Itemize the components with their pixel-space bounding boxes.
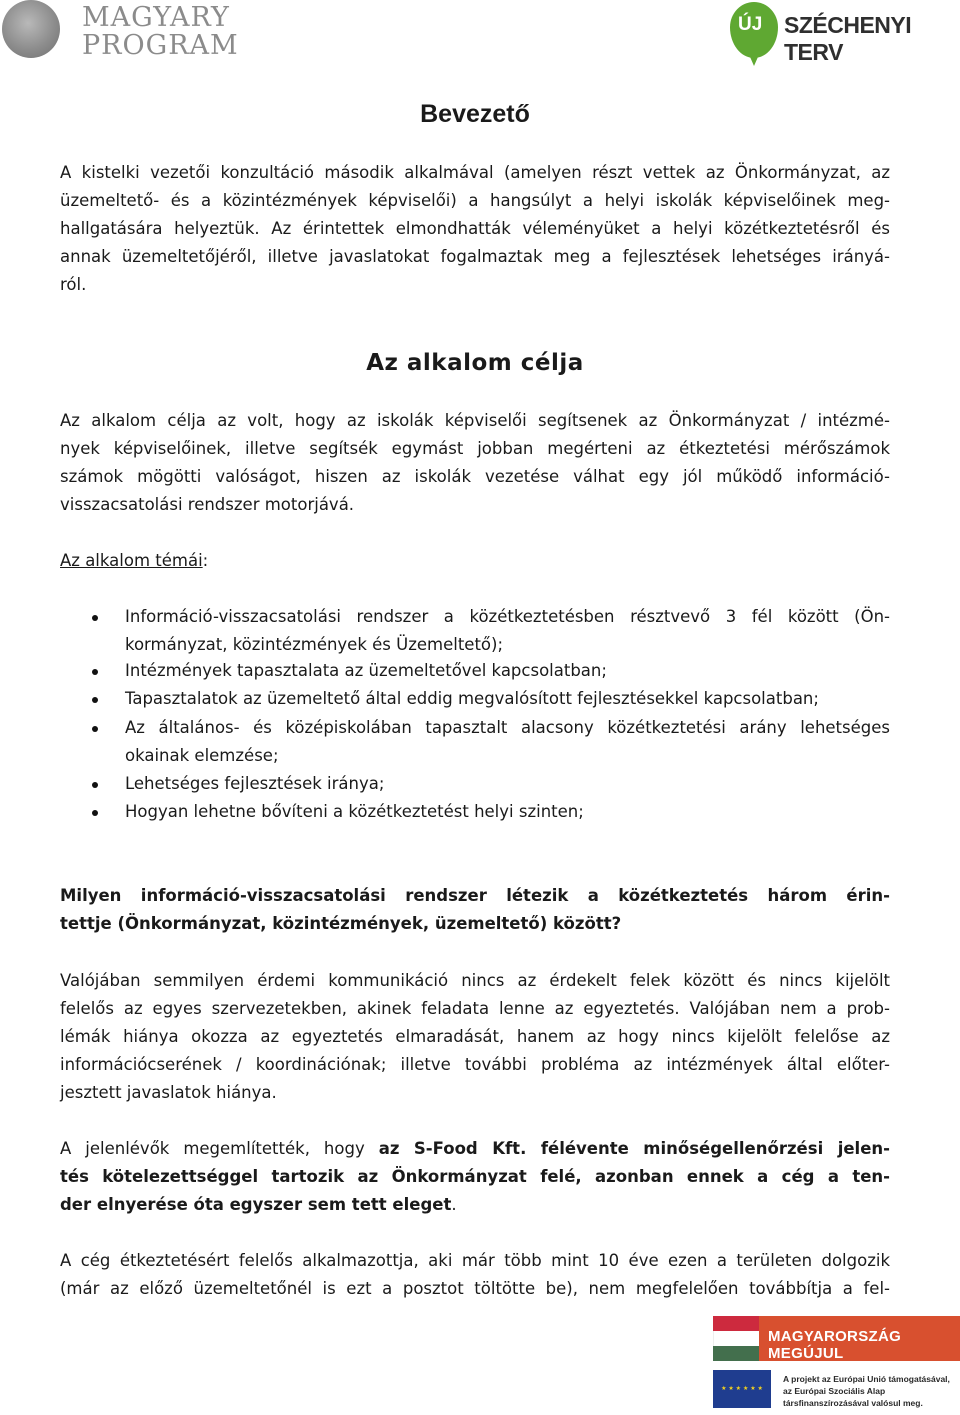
goal-line: számok mögötti valóságot, hiszen az iskolák vezetése válhat egy jól működő információ- (60, 467, 890, 486)
topic-item: Az általános- és középiskolában tapasztalt alacsony közétkeztetési arány lehetséges (125, 718, 890, 737)
para3-line: (már az előző üzemeltetőnél is ezt a posztot töltötte be), nem megfelelően továbbítja a fel- (60, 1279, 890, 1298)
para2-line (60, 1195, 457, 1215)
topic-item: Információ-visszacsatolási rendszer a közétkeztetésben résztvevő 3 fél között (Ön- (125, 607, 890, 626)
goal-line: Az alkalom célja az volt, hogy az iskolák képviselői segítsenek az Önkormányzat / intézmé- (60, 411, 890, 430)
logo-line-1: MAGYARY (82, 2, 230, 33)
intro-line: üzemeltető- és a közintézmények képviselői) a hangsúlyt a helyi iskolák képviselőinek meg- (60, 191, 890, 210)
para3-line: A cég étkeztetésért felelős alkalmazottja, aki már több mint 10 éve ezen a területen dolgozik (60, 1251, 890, 1270)
footer-badge (713, 1316, 960, 1412)
topic-item: Intézmények tapasztalata az üzemeltetővel kapcsolatban; (125, 661, 607, 680)
bullet-icon (92, 615, 98, 621)
para1-line: információcserének / koordinációnak; illetve további probléma az intézmények által előter- (60, 1055, 890, 1074)
para2-line (60, 1139, 890, 1159)
bullet-icon (92, 669, 98, 675)
portrait-icon (2, 0, 60, 58)
section-title-goal: Az alkalom célja (366, 350, 584, 376)
topic-item: Tapasztalatok az üzemeltető által eddig megvalósított fejlesztésekkel kapcsolatban; (125, 689, 819, 708)
intro-line: A kistelki vezetői konzultáció második alkalmával (amelyen részt vettek az Önkormányzat, az (60, 163, 890, 182)
leaf-tip-icon (747, 50, 761, 66)
eu-stars-icon: ★ ★ ★ ★ ★ ★ (721, 1385, 763, 1392)
topics-suffix: : (202, 551, 209, 570)
intro-line: hallgatására helyeztük. Az érintettek elmondhatták véleményüket a helyi közétkeztetésről és (60, 219, 890, 238)
intro-line: ról. (60, 275, 87, 294)
hungarian-flag-green (713, 1346, 759, 1361)
magyary-program-logo (0, 0, 240, 62)
topic-item: Lehetséges fejlesztések iránya; (125, 774, 385, 793)
question-line: tettje (Önkormányzat, közintézmények, üzemeltető) között? (60, 914, 622, 933)
bullet-icon (92, 782, 98, 788)
goal-line: visszacsatolási rendszer motorjává. (60, 495, 355, 514)
question-line: Milyen információ-visszacsatolási rendszer létezik a közétkeztetés három érin- (60, 886, 890, 905)
topic-item: kormányzat, közintézmények és Üzemeltető); (125, 635, 504, 654)
para1-line: Valójában semmilyen érdemi kommunikáció nincs az érdekelt felek között és nincs kijelölt (60, 971, 890, 990)
eu-text-line: az Európai Szociális Alap (783, 1386, 886, 1396)
badge-text: MAGYARORSZÁG MEGÚJUL (768, 1328, 902, 1362)
hungarian-flag-white (713, 1331, 760, 1346)
para2-bold: der elnyerése óta egyszer sem tett eleget (60, 1195, 452, 1214)
para2-end: . (451, 1195, 457, 1214)
intro-line: annak üzemeltetőjéről, illetve javaslatokat fogalmaztak meg a fejlesztések lehetséges irányá- (60, 247, 890, 266)
logo-name-text: SZÉCHENYI TERV (784, 12, 912, 65)
section-title-intro: Bevezető (420, 100, 530, 128)
topics-heading (60, 551, 208, 571)
topic-item: okainak elemzése; (125, 746, 279, 765)
eu-text-line: társfinanszírozásával valósul meg. (783, 1398, 923, 1408)
uj-szechenyi-terv-logo (730, 0, 960, 70)
bullet-icon (92, 726, 98, 732)
para2-line: tés kötelezettséggel tartozik az Önkormányzat felé, azonban ennek a cég a ten- (60, 1167, 890, 1186)
logo-line-2: PROGRAM (82, 30, 239, 61)
logo-badge-text: ÚJ (738, 14, 763, 35)
para2-bold: az S-Food Kft. félévente minőségellenőrzési jelen- (378, 1139, 890, 1158)
eu-text-line: A projekt az Európai Unió támogatásával, (783, 1374, 950, 1384)
bullet-icon (92, 810, 98, 816)
topics-label: Az alkalom témái (60, 551, 203, 570)
para1-line: jesztett javaslatok hiánya. (60, 1083, 277, 1102)
para1-line: lémák hiánya okozza az egyeztetés elmaradását, hanem az hogy nincs kijelölt felelőse az (60, 1027, 890, 1046)
hungarian-flag-red (713, 1316, 759, 1331)
topic-item: Hogyan lehetne bővíteni a közétkeztetést helyi szinten; (125, 802, 584, 821)
para2-normal: A jelenlévők megemlítették, hogy (60, 1139, 379, 1158)
bullet-icon (92, 697, 98, 703)
para1-line: felelős az egyes szervezetekben, akinek feladata lenne az egyeztetés. Valójában nem a prob- (60, 999, 890, 1018)
goal-line: nyek képviselőinek, illetve segítsék egymást jobban megérteni az étkeztetési mérőszámok (60, 439, 890, 458)
